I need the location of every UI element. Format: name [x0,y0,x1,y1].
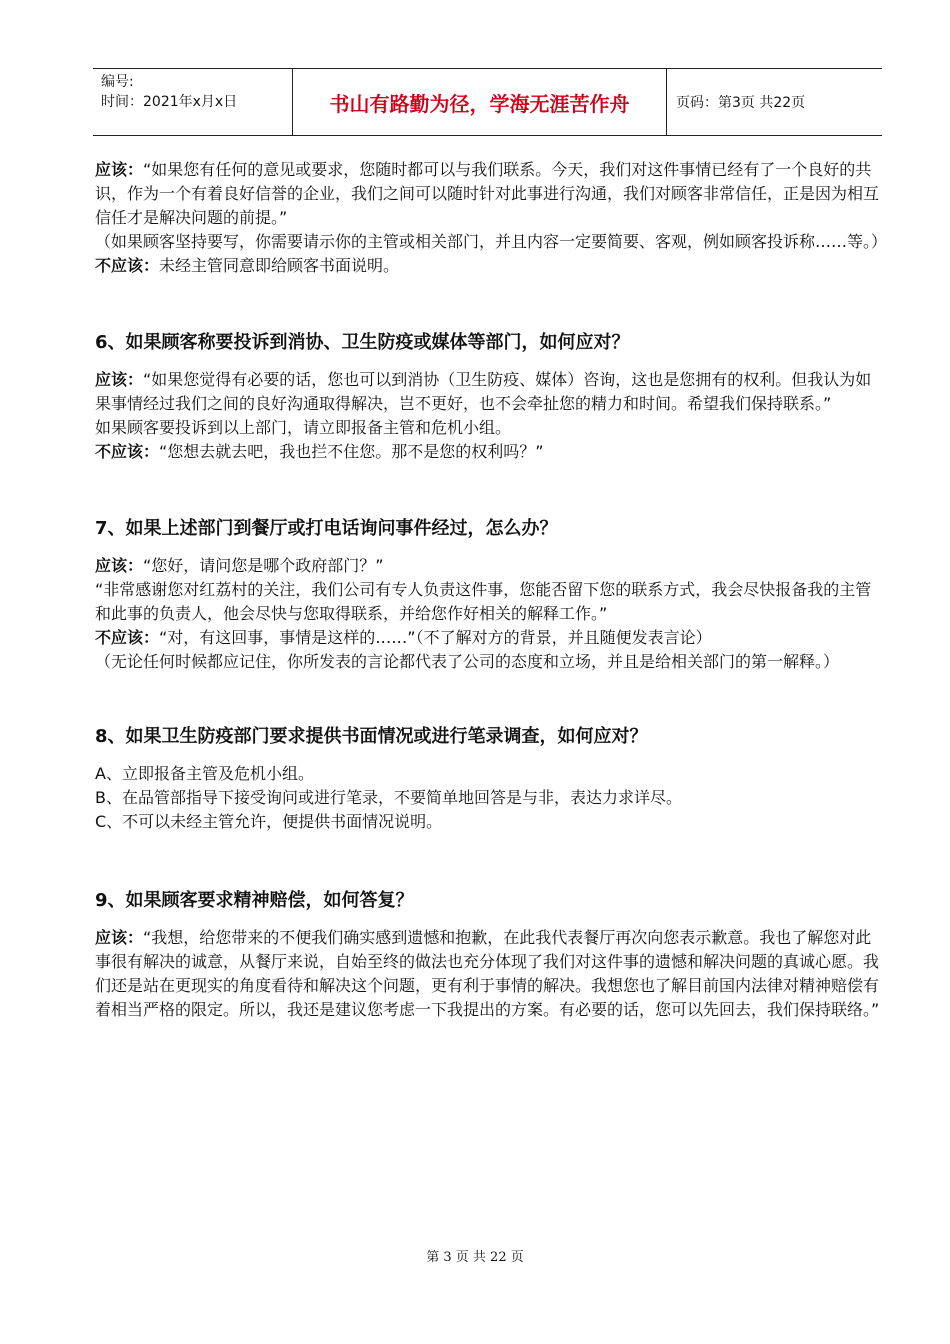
should-not-text: 未经主管同意即给顾客书面说明。 [159,256,400,275]
should-not-label: 不应该： [95,256,160,275]
plain-text: 如果顾客要投诉到以上部门，请立即报备主管和危机小组。 [95,418,512,437]
should-not-label: 不应该： [95,628,160,647]
quote: “非常感谢您对红荔村的关注，我们公司有专人负责这件事，您能否留下您的联系方式，我会尽快报备我的主管和此事的负责人，他会尽快与您取得联系，并给您作好相关的解释工作。” [95,580,872,623]
should-label: 应该： [95,160,144,179]
section-title: 9、如果顾客要求精神赔偿，如何答复？ [95,890,414,911]
header-page-info: 页码：第3页 共22页 [676,95,806,111]
note: （无论任何时候都应记住，你所发表的言论都代表了公司的态度和立场，并且是给相关部门的第一解释。） [95,652,840,671]
header-motto: 书山有路勤为径，学海无涯苦作舟 [293,69,667,135]
should-text: “如果您有任何的意见或要求，您随时都可以与我们联系。今天，我们对这件事情已经有了一个良好的共识，作为一个有着良好信誉的企业，我们之间可以随时针对此事进行沟通，我们对顾客非常信任，正是因为相互信任才是解决问题的前提。” [95,160,880,227]
should-not-label: 不应该： [95,442,160,461]
should-text: “您好，请问您是哪个政府部门？” [143,556,384,575]
list-item: B、在品管部指导下接受询问或进行笔录，不要简单地回答是与非，表达力求详尽。 [95,788,682,807]
paragraph [95,254,885,278]
should-text: “我想，给您带来的不便我们确实感到遗憾和抱歉，在此我代表餐厅再次向您表示歉意。我也了解您对此事很有解决的诚意，从餐厅来说，自始至终的做法也充分体现了我们对这件事的遗憾和解决问题的真诚心愿。我们还是站在更现实的角度看待和解决这个问题，更有利于事情的解决。我想您也了解目前国内法律对精神赔偿有着相当严格的限定。所以，我还是建议您考虑一下我提出的方案。有必要的话，您可以先回去，我们保持联络。” [95,928,880,1019]
paragraph [95,440,885,464]
list-item: C、不可以未经主管允许，便提供书面情况说明。 [95,812,443,831]
section-title: 7、如果上述部门到餐厅或打电话询问事件经过，怎么办？ [95,518,558,539]
paragraph [95,626,885,650]
should-text: “如果您觉得有必要的话，您也可以到消协（卫生防疫、媒体）咨询，这也是您拥有的权利。但我认为如果事情经过我们之间的良好沟通取得解决，岂不更好，也不会牵扯您的精力和时间。希望我们保持联系。” [95,370,872,413]
document-body [95,158,888,1022]
should-label: 应该： [95,928,144,947]
should-not-text: “您想去就去吧，我也拦不住您。那不是您的权利吗？” [159,442,544,461]
paragraph [95,926,885,1022]
header-meta [93,69,293,135]
note: （如果顾客坚持要写，你需要请示你的主管或相关部门，并且内容一定要简要、客观，例如顾客投诉称……等。） [95,232,888,251]
section-title: 6、如果顾客称要投诉到消协、卫生防疫或媒体等部门，如何应对？ [95,332,630,353]
paragraph [95,554,885,578]
page-footer: 第 3 页 共 22 页 [426,1250,524,1265]
list-item: A、立即报备主管及危机小组。 [95,764,314,783]
paragraph [95,368,885,416]
page-header [93,68,882,136]
should-label: 应该： [95,370,144,389]
paragraph [95,158,885,230]
should-not-text: “对，有这回事，事情是这样的……”（不了解对方的背景，并且随便发表言论） [159,628,712,647]
document-time: 时间：2021年x月x日 [101,94,238,110]
section-title: 8、如果卫生防疫部门要求提供书面情况或进行笔录调查，如何应对？ [95,726,648,747]
should-label: 应该： [95,556,144,575]
document-number: 编号: [101,74,134,90]
